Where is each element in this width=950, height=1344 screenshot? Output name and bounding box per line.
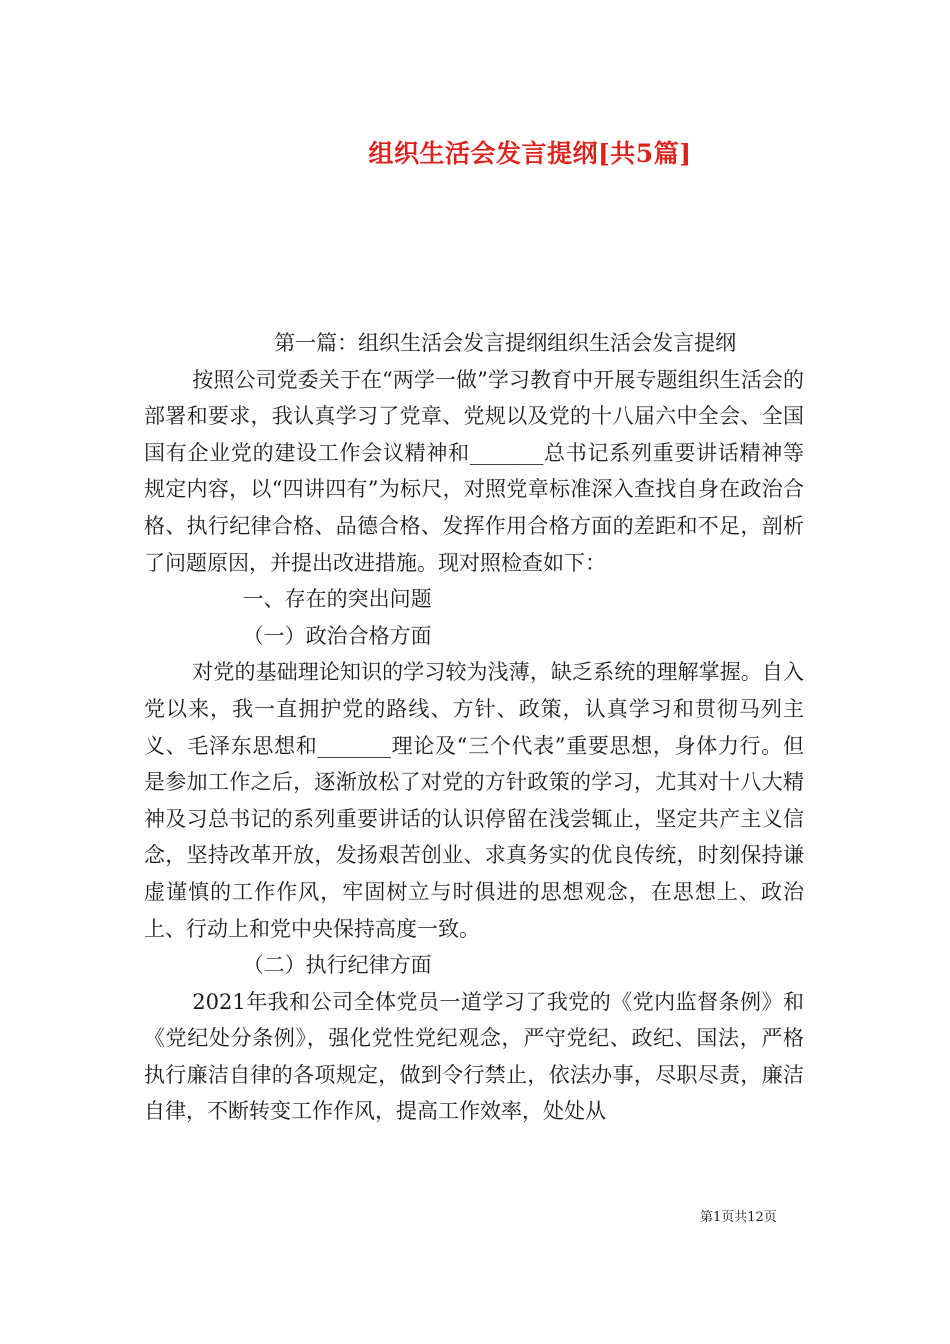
subsection-heading-political: （一）政治合格方面 [242,623,432,648]
page-number-footer: 第1页共12页 [700,1210,777,1225]
paragraph-intro: 按照公司党委关于在“两学一做”学习教育中开展专题组织生活会的部署和要求，我认真学习了党章、党规以及党的十八届六中全会、全国国有企业党的建设工作会议精神和_______总书记系列重要讲话精神等规定内容，以“四讲四有”为标尺，对照党章标准深入查找自身在政治合格、执行纪律合格、品德合格、发挥作用合格方面的差距和不足，剖析了问题原因，并提出改进措施。现对照检查如下： [144,367,804,575]
document-body [144,325,804,1130]
paragraph-political: 对党的基础理论知识的学习较为浅薄，缺乏系统的理解掌握。自入党以来，我一直拥护党的路线、方针、政策，认真学习和贯彻马列主义、毛泽东思想和_______理论及“三个代表”重要思想，身体力行。但是参加工作之后，逐渐放松了对党的方针政策的学习，尤其对十八大精神及习总书记的系列重要讲话的认识停留在浅尝辄止，坚定共产主义信念，坚持改革开放，发扬艰苦创业、求真务实的优良传统，时刻保持谦虚谨慎的工作作风，牢固树立与时俱进的思想观念，在思想上、政治上、行动上和党中央保持高度一致。 [144,660,804,941]
paragraph-discipline: 2021年我和公司全体党员一道学习了我党的《党内监督条例》和《党纪处分条例》，强化党性党纪观念，严守党纪、政纪、国法，严格执行廉洁自律的各项规定，做到令行禁止，依法办事，尽职尽责，廉洁自律，不断转变工作作风，提高工作效率，处处从 [144,989,804,1124]
document-title: 组织生活会发言提纲[共5篇] [368,139,692,168]
section-heading-problems: 一、存在的突出问题 [242,587,432,612]
chapter-heading: 第一篇：组织生活会发言提纲组织生活会发言提纲 [274,331,737,355]
subsection-heading-discipline: （二）执行纪律方面 [242,953,432,978]
